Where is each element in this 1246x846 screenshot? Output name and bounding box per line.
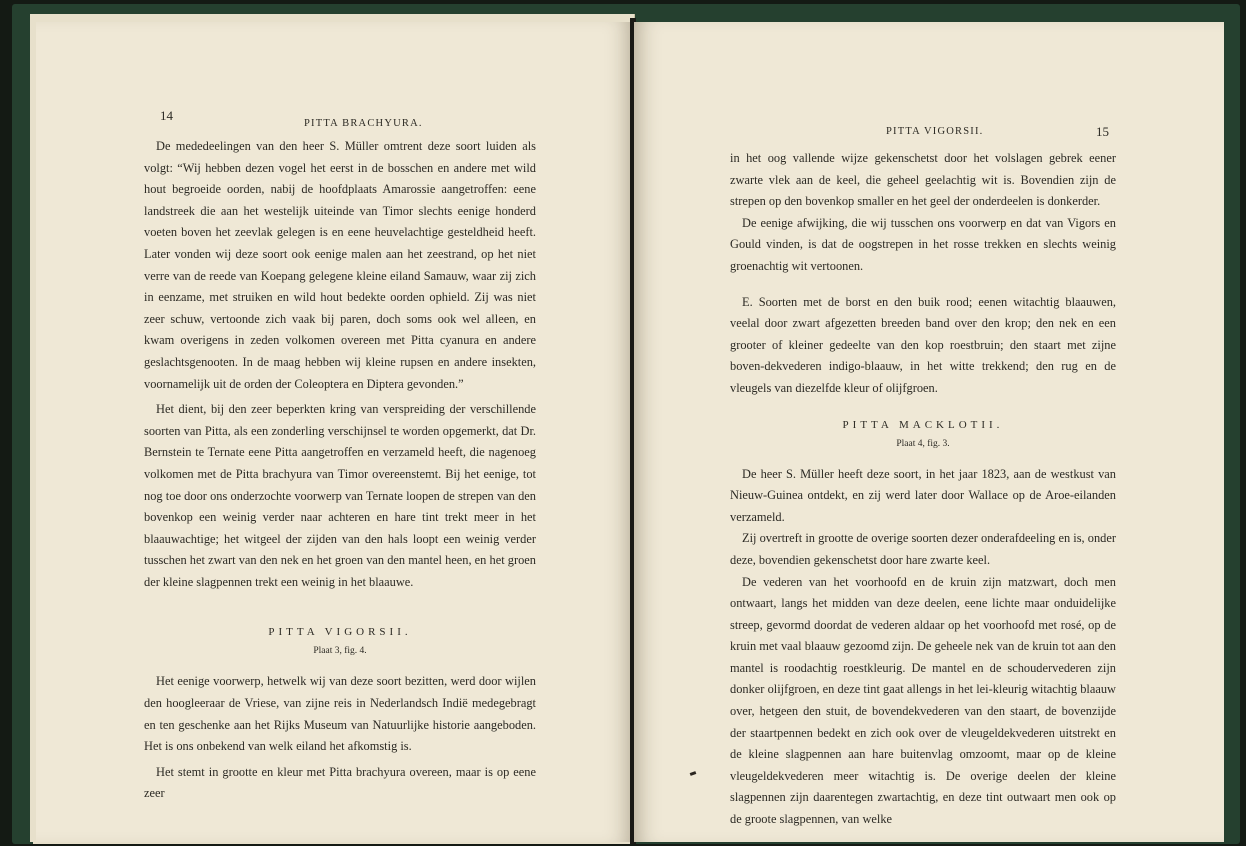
- paragraph: De heer S. Müller heeft deze soort, in het jaar 1823, aan de westkust van Nieuw-Guinea ontdekt, en zij werd later door Wallace op de Aroe-eilanden verzameld.: [730, 466, 1116, 524]
- paragraph: Het stemt in grootte en kleur met Pitta brachyura overeen, maar is op eene zeer: [144, 764, 536, 801]
- plate-reference: Plaat 3, fig. 4.: [313, 646, 367, 657]
- running-head: PITTA BRACHYURA.: [304, 118, 423, 129]
- page-number: 14: [160, 108, 173, 123]
- section-title: PITTA VIGORSII.: [268, 626, 412, 639]
- plate-reference: Plaat 4, fig. 3.: [896, 438, 950, 449]
- page-number: 15: [1096, 124, 1109, 139]
- spacer: [144, 593, 536, 607]
- paragraph: Het eenige voorwerp, hetwelk wij van deze soort bezitten, werd door wijlen den hoogleeraar de Vriese, van zijne reis in Nederlandsch Indië medegebragt en ten geschenke aan het Rijks Museum van Natuurlijke historie aangeboden. Het is ons onbekend van welk eiland het afkomstig is.: [144, 674, 536, 754]
- section-title: PITTA MACKLOTII.: [842, 418, 1004, 431]
- spacer: [730, 278, 1116, 292]
- paragraph: De mededeelingen van den heer S. Müller omtrent deze soort luiden als volgt: “Wij hebben dezen vogel het eerst in de bosschen en andere met wild hout begroeide oorden, nabij de hoofdplaats Amarossie aangetroffen: eene landstreek die aan het westelijk uiteinde van Timor slechts eenige honderd voeten boven het zeevlak gelegen is en eene heuvelachtige gesteldheid heeft. Later vonden wij deze soort ook eenige malen aan het zeestrand, op het niet verre van de reede van Koepang gelegene kleine eiland Samauw, waar zij zich in eenzame, met struiken en wild hout bedekte oorden ophield. Zij was niet zeer schuw, vertoonde zich vaak bij paren, doch soms ook wel alleen, en kwam overigens in zeden volkomen overeen met Pitta cyanura en andere geslachtsgenooten. In de maag hebben wij kleine rupsen en andere insekten, voornamelijk uit de orden der Coleoptera en Diptera gevonden.”: [144, 139, 536, 391]
- paragraph: E. Soorten met de borst en den buik rood; eenen witachtig blaauwen, veelal door zwart afgezetten breeden band over den krop; den nek en een grooter of kleiner gedeelte van den kop roestbruin; den staart met zijne boven-dekvederen indigo-blaauw, in het witte trekkend; den rug en de vleugels van diezelfde kleur of olijfgroen.: [730, 294, 1116, 395]
- paragraph: De vederen van het voorhoofd en de kruin zijn matzwart, doch men ontwaart, langs het midden van deze deelen, eene lichte maar onduidelijke streep, gevormd doordat de vederen aldaar op het voorhoofd met rosé, op de kruin met vaal blaauw gezoomd zijn. De geheele nek van de kruin tot aan den mantel is roodachtig roestkleurig. De mantel en de schoudervederen zijn donker olijfgroen, en deze tint gaat allengs in het lei-kleurig witachtig blaauw over, hetgeen den stuit, de bovendekvederen van den staart, de bovenzijde der staartpennen bedekt en zich ook over de vleugeldekvederen uitstrekt en de kleine slagpennen aan hare buitenvlag omzoomt, maar op de kleine vleugeldekvederen meer witachtig is. De overige deelen der kleine slagpennen zijn daarentegen zwartachtig, en deze tint outwaart men ook op de groote slagpennen, van welke: [730, 574, 1116, 827]
- left-page-text: [144, 136, 536, 805]
- paragraph: in het oog vallende wijze gekenschetst door het volslagen gebrek eener zwarte vlek aan de keel, die geheel geelachtig wit is. Bovendien zijn de strepen op den bovenkop smaller en het geel der onderdeelen is donkerder.: [730, 151, 1116, 209]
- paragraph: Zij overtreft in grootte de overige soorten dezer onderafdeeling en is, onder deze, bovendien gekenschetst door hare zwarte keel.: [730, 531, 1116, 567]
- right-page-text: [730, 148, 1116, 831]
- right-page: [634, 22, 1224, 842]
- paragraph: Het dient, bij den zeer beperkten kring van verspreiding der verschillende soorten van Pitta, als een zonderling verschijnsel te worden opgemerkt, dat Dr. Bernstein te Ternate eene Pitta aangetroffen en verzameld heeft, die nagenoeg volkomen met de Pitta brachyura van Timor overeenstemt. Bij het eenige, tot nog toe door ons onderzochte voorwerp van Ternate loopen de strepen van den bovenkop een weinig verder naar achteren en hare tint trekt meer in het blaauwachtige; het witgeel der zijden van den hals loopt een weinig verder tusschen het zwart van den nek en het groen van den mantel heen, en het groen der kleine slagpennen trekt een weinig in het blaauwe.: [144, 402, 536, 589]
- running-head: PITTA VIGORSII.: [886, 126, 984, 137]
- paragraph: De eenige afwijking, die wij tusschen ons voorwerp en dat van Vigors en Gould vinden, is dat de oogstrepen in het rosse trekken en slechts weinig groenachtig wit vertoonen.: [730, 215, 1116, 273]
- left-page: [36, 22, 632, 842]
